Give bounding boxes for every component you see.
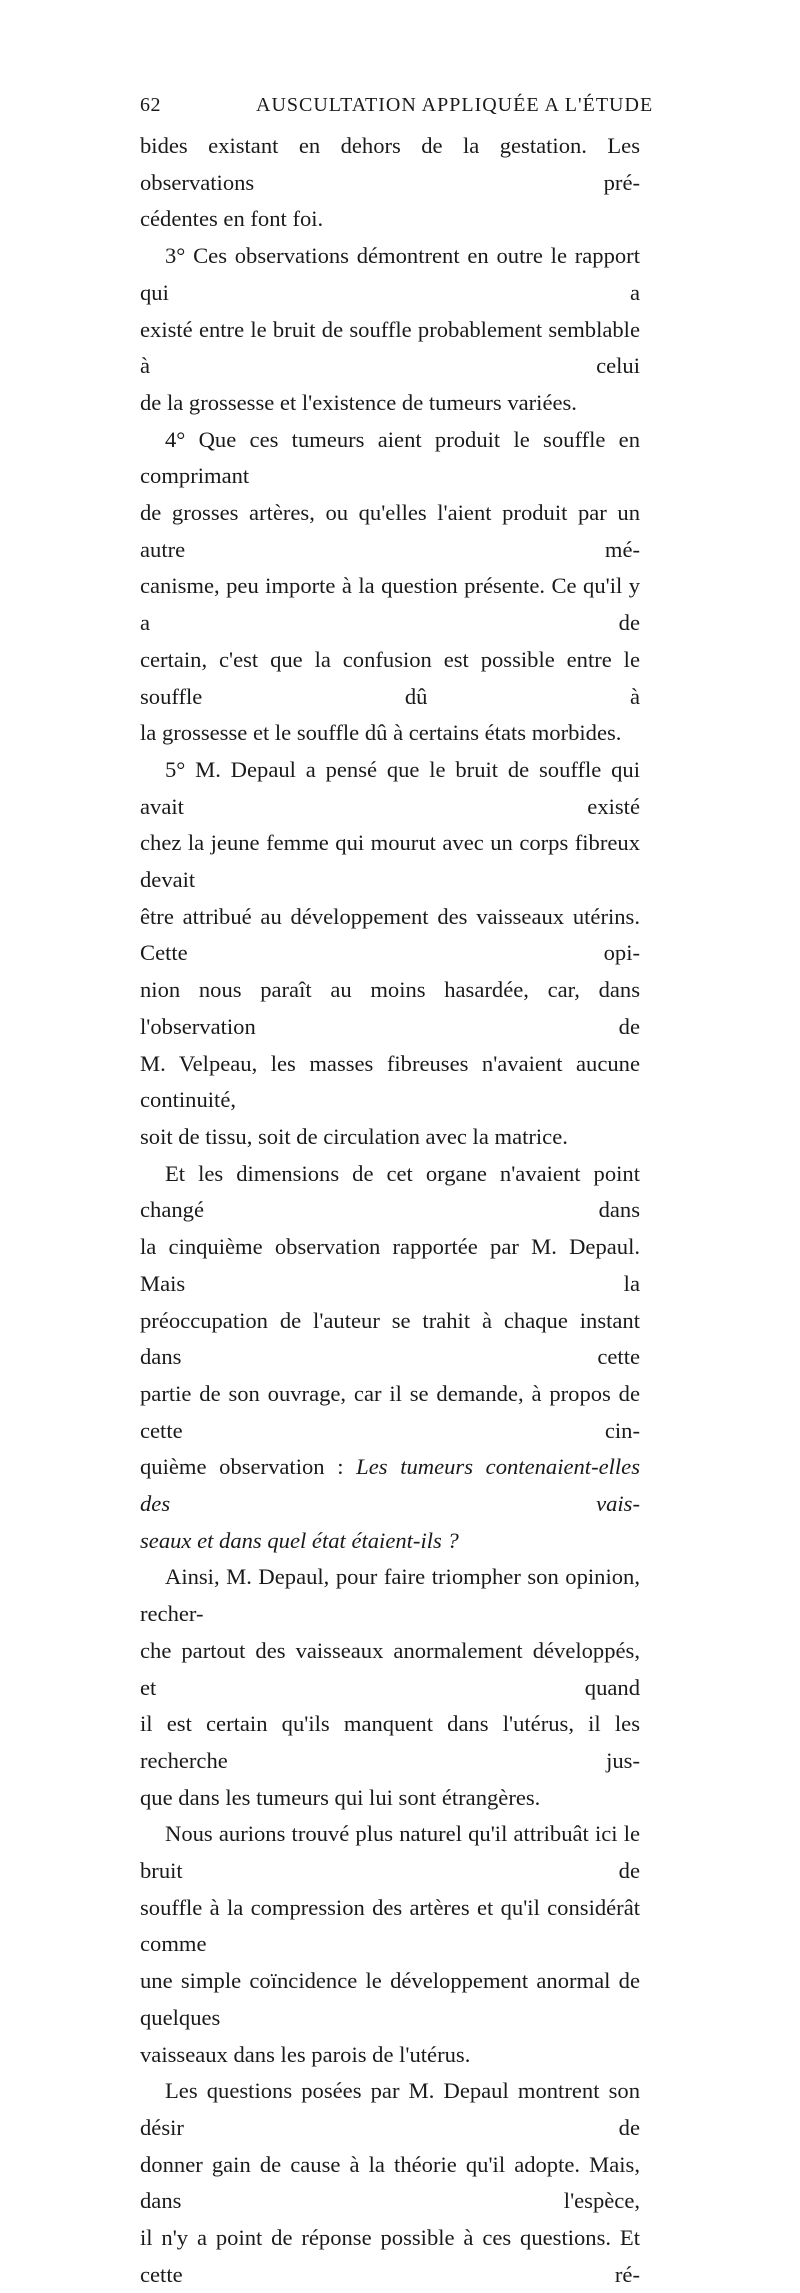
text-line: donner gain de cause à la théorie qu'il adopte. Mais, dans l'espèce, xyxy=(140,2151,640,2214)
text-line: existé entre le bruit de souffle probablement semblable à celui xyxy=(140,316,640,379)
running-title: AUSCULTATION APPLIQUÉE A L'ÉTUDE xyxy=(256,94,654,116)
text-line: nion nous paraît au moins hasardée, car, dans l'observation de xyxy=(140,977,640,1039)
paragraph-questions-line: Les questions posées par M. Depaul montrent son désir de xyxy=(140,2078,640,2140)
text-line: vaisseaux dans les parois de l'utérus. xyxy=(140,2041,471,2067)
text-line: de la grossesse et l'existence de tumeurs variées. xyxy=(140,389,577,415)
text-line: être attribué au développement des vaisseaux utérins. Cette opi- xyxy=(140,903,640,966)
paragraph-ainsi-line: Ainsi, M. Depaul, pour faire triompher son opinion, recher- xyxy=(140,1564,640,1627)
quoted-question-tail: seaux et dans quel état étaient-ils ? xyxy=(140,1527,459,1553)
quoted-question: Les tumeurs contenaient-elles des vais- xyxy=(140,1454,641,1517)
text-line: chez la jeune femme qui mourut avec un corps fibreux devait xyxy=(140,830,640,893)
paragraph-3-line: 3° Ces observations démontrent en outre le rapport qui a xyxy=(140,243,640,305)
body-text xyxy=(140,128,640,2293)
paragraph-dimensions-line: Et les dimensions de cet organe n'avaient point changé dans xyxy=(140,1160,640,1223)
page-header xyxy=(140,94,654,124)
text-line: de grosses artères, ou qu'elles l'aient produit par un autre mé- xyxy=(140,500,640,562)
text-line: canisme, peu importe à la question présente. Ce qu'il y a de xyxy=(140,573,640,636)
text-line: préoccupation de l'auteur se trahit à chaque instant dans cette xyxy=(140,1307,640,1370)
text-line xyxy=(140,1523,640,1560)
paragraph-5-line: 5° M. Depaul a pensé que le bruit de souffle qui avait existé xyxy=(140,756,640,819)
text-line: une simple coïncidence le développement anormal de quelques xyxy=(140,1968,640,2030)
text-line: che partout des vaisseaux anormalement développés, et quand xyxy=(140,1637,640,1700)
paragraph-nous-line: Nous aurions trouvé plus naturel qu'il attribuât ici le bruit de xyxy=(140,1821,640,1884)
text-line: M. Velpeau, les masses fibreuses n'avaient aucune continuité, xyxy=(140,1050,640,1113)
text-line: que dans les tumeurs qui lui sont étrangères. xyxy=(140,1784,541,1810)
text-plain: quième observation : xyxy=(140,1454,357,1480)
text-line: partie de son ouvrage, car il se demande, à propos de cette cin- xyxy=(140,1380,640,1443)
text-line: la cinquième observation rapportée par M. Depaul. Mais la xyxy=(140,1234,640,1296)
text-line xyxy=(140,1449,640,1522)
paragraph-4-line: 4° Que ces tumeurs aient produit le souffle en comprimant xyxy=(140,426,640,489)
text-line: cédentes en font foi. xyxy=(140,206,324,232)
text-line: bides existant en dehors de la gestation. Les observations pré- xyxy=(140,133,640,195)
text-line: soit de tissu, soit de circulation avec la matrice. xyxy=(140,1123,568,1149)
text-line: certain, c'est que la confusion est possible entre le souffle dû à xyxy=(140,646,640,709)
text-line: il n'y a point de réponse possible à ces questions. Et cette ré- xyxy=(140,2225,640,2287)
page-number: 62 xyxy=(140,94,161,116)
text-line: il est certain qu'ils manquent dans l'utérus, il les recherche jus- xyxy=(140,1711,640,1773)
text-line: souffle à la compression des artères et qu'il considérât comme xyxy=(140,1894,640,1957)
text-line: la grossesse et le souffle dû à certains états morbides. xyxy=(140,720,622,746)
